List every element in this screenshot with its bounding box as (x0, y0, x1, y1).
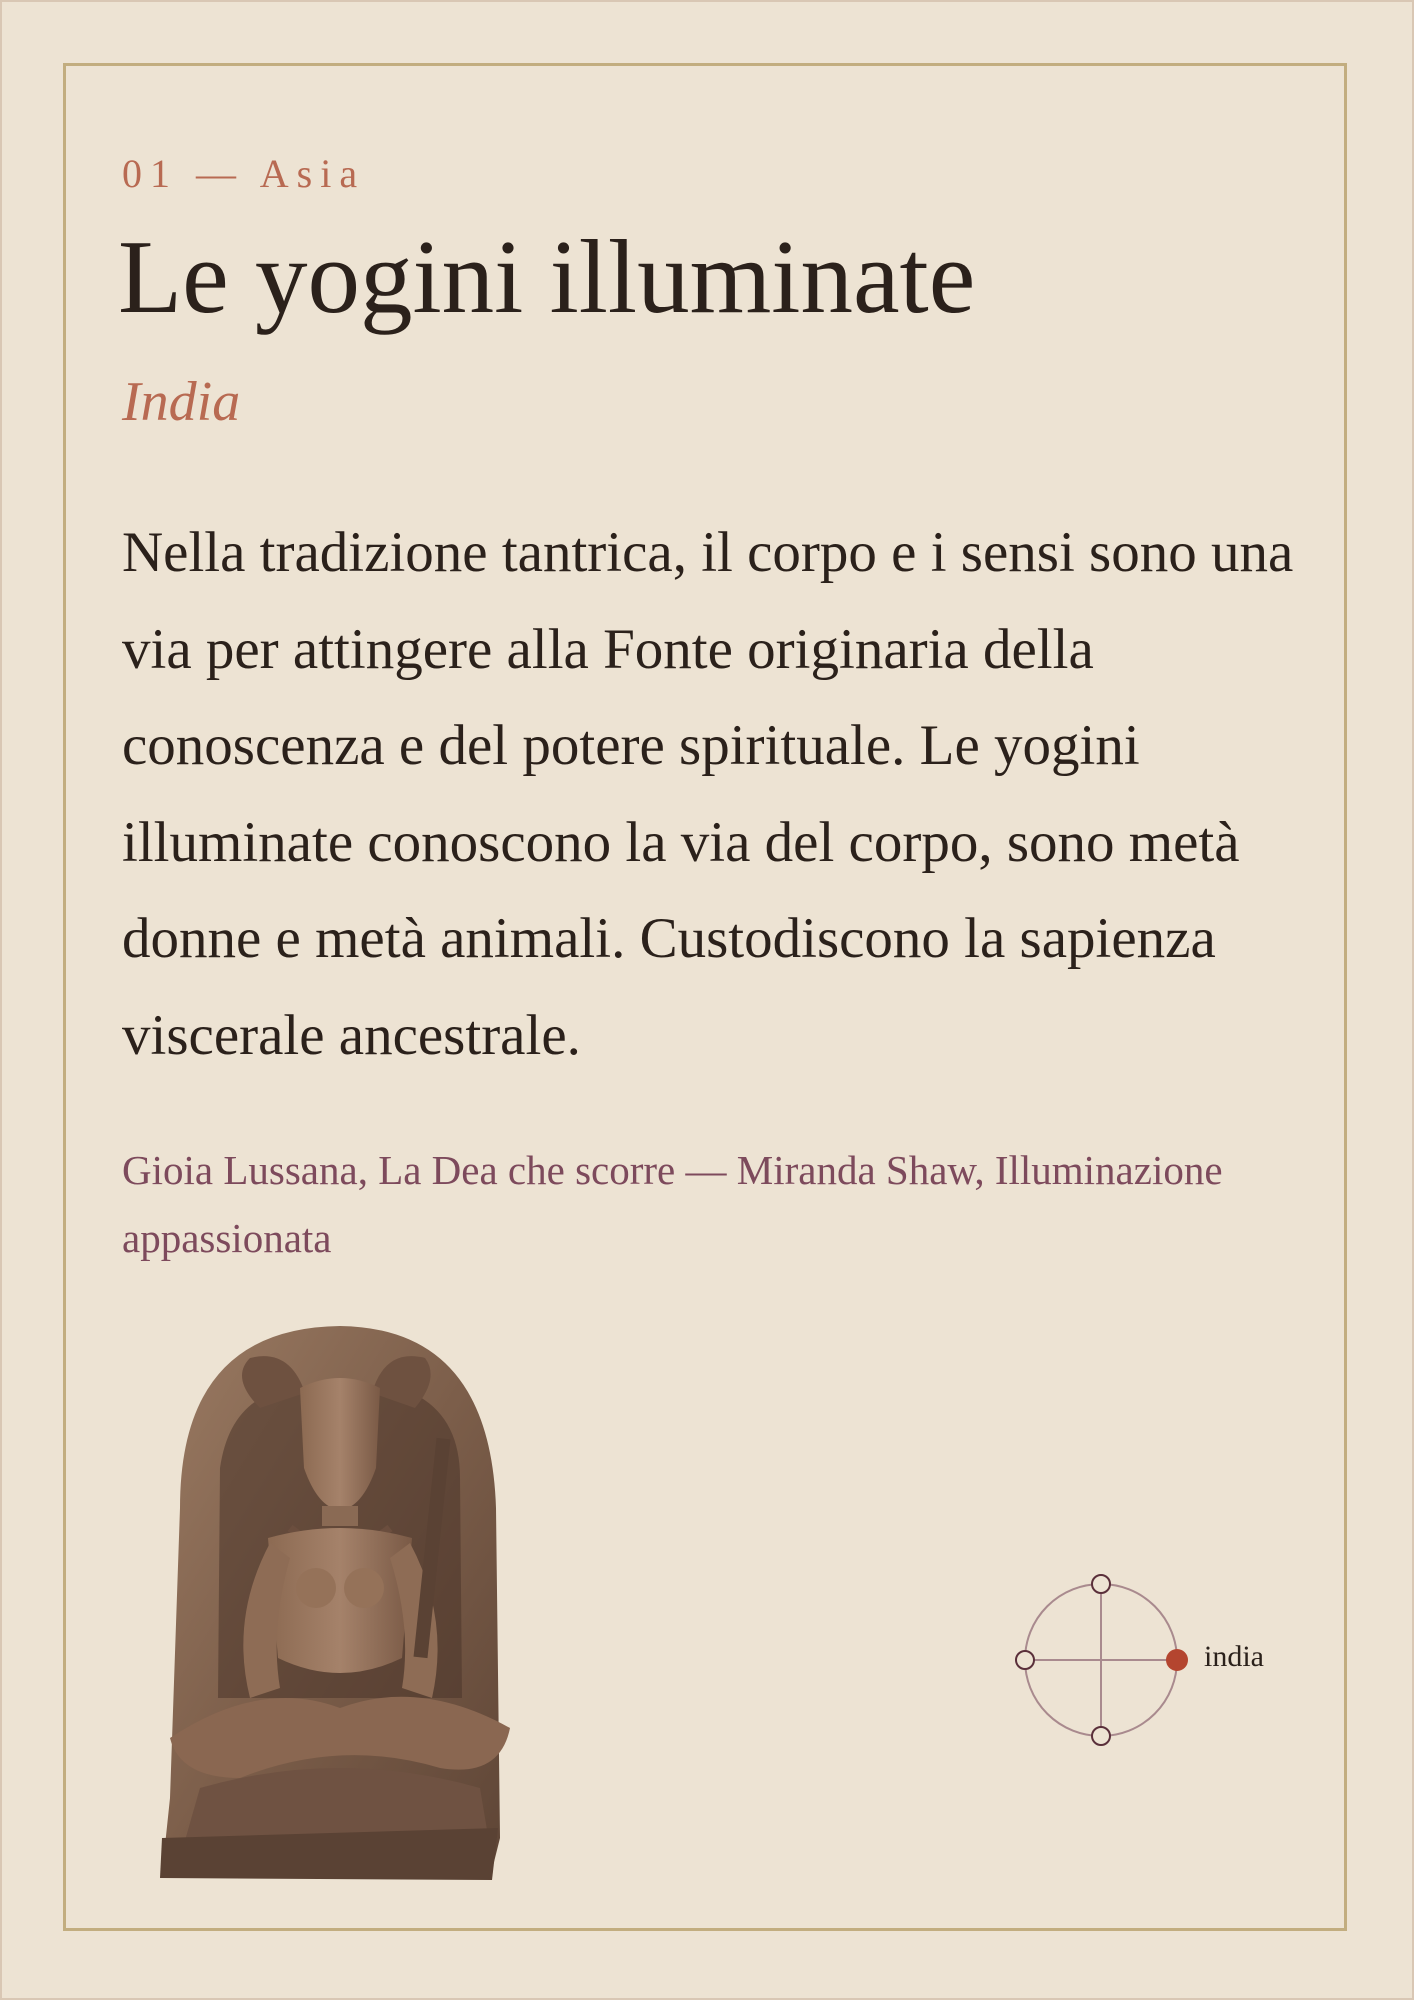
page-title: Le yogini illuminate (118, 218, 976, 335)
compass-west-marker (1016, 1651, 1034, 1669)
source-citation: Gioia Lussana, La Dea che scorre — Miranda Shaw, Illuminazione appassionata (122, 1147, 1223, 1261)
region-subtitle: India (122, 371, 241, 433)
section-eyebrow: 01 — Asia (122, 151, 366, 196)
body-paragraph: Nella tradizione tantrica, il corpo e i sensi sono una via per attingere alla Fonte originaria della conoscenza e del potere spirituale. Le yogini illuminate conoscono la via del corpo, sono metà donne e metà animali. Custodiscono la sapienza viscerale ancestrale. (122, 521, 1294, 1067)
yogini-statue-image (140, 1318, 532, 1880)
direction-compass (1005, 1560, 1205, 1760)
compass-north-marker (1092, 1575, 1110, 1593)
compass-south-marker (1092, 1727, 1110, 1745)
compass-label: india (1204, 1640, 1264, 1673)
compass-east-marker-active (1166, 1649, 1188, 1671)
